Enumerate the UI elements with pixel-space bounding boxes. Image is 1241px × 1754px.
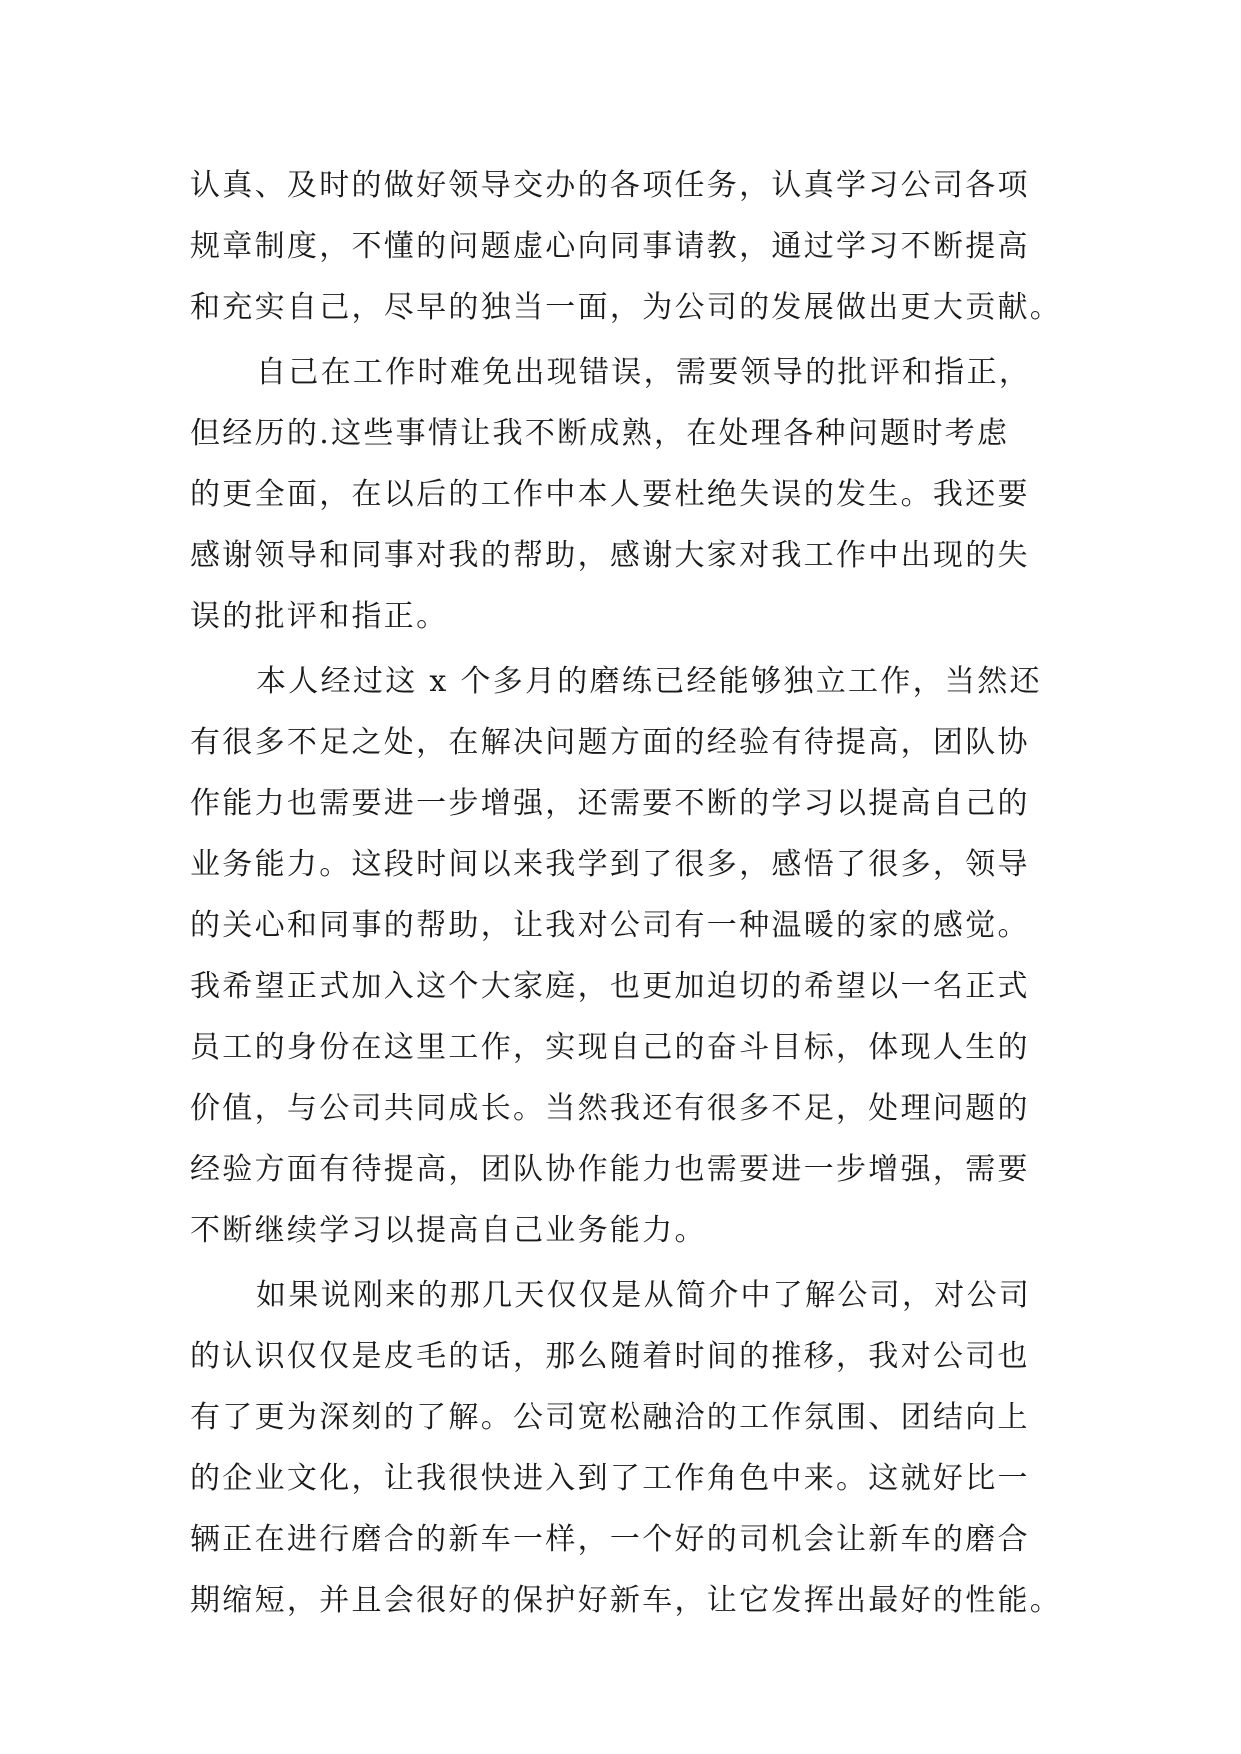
text-line: 有很多不足之处，在解决问题方面的经验有待提高，团队协 (190, 725, 1030, 760)
text-line: 但经历的.这些事情让我不断成熟，在处理各种问题时考虑 (190, 416, 1010, 451)
paragraph-3 (190, 651, 1052, 1261)
text-line: 的关心和同事的帮助，让我对公司有一种温暖的家的感觉。 (190, 908, 1030, 943)
text-line: 我希望正式加入这个大家庭，也更加迫切的希望以一名正式 (190, 969, 1030, 1004)
text-line: 经验方面有待提高，团队协作能力也需要进一步增强，需要 (190, 1152, 1030, 1187)
text-line: 自己在工作时难免出现错误，需要领导的批评和指正， (256, 355, 1032, 390)
text-line: 认真、及时的做好领导交办的各项任务，认真学习公司各项 (190, 168, 1030, 203)
text-line: 规章制度，不懂的问题虚心向同事请教，通过学习不断提高 (190, 229, 1030, 264)
text-line: 的更全面，在以后的工作中本人要杜绝失误的发生。我还要 (190, 477, 1030, 512)
text-line: 误的批评和指正。 (190, 599, 449, 634)
paragraph-4 (190, 1265, 1063, 1631)
text-line: 作能力也需要进一步增强，还需要不断的学习以提高自己的 (190, 786, 1030, 821)
text-line: 的企业文化，让我很快进入到了工作角色中来。这就好比一 (190, 1461, 1030, 1496)
text-line: 业务能力。这段时间以来我学到了很多，感悟了很多，领导 (190, 847, 1030, 882)
paragraph-2 (190, 342, 1052, 647)
text-line: 的认识仅仅是皮毛的话，那么随着时间的推移，我对公司也 (190, 1339, 1030, 1374)
text-line: 价值，与公司共同成长。当然我还有很多不足，处理问题的 (190, 1091, 1030, 1126)
document-body (190, 155, 1063, 1635)
text-line: 期缩短，并且会很好的保护好新车，让它发挥出最好的性能。 (190, 1583, 1063, 1618)
text-line: 有了更为深刻的了解。公司宽松融洽的工作氛围、团结向上 (190, 1400, 1030, 1435)
text-line: 如果说刚来的那几天仅仅是从简介中了解公司，对公司 (256, 1278, 1032, 1313)
text-line: 本人经过这 x 个多月的磨练已经能够独立工作，当然还 (256, 664, 1042, 699)
text-line: 辆正在进行磨合的新车一样，一个好的司机会让新车的磨合 (190, 1522, 1030, 1557)
paragraph-1 (190, 155, 1063, 338)
text-line: 不断继续学习以提高自己业务能力。 (190, 1213, 707, 1248)
text-line: 感谢领导和同事对我的帮助，感谢大家对我工作中出现的失 (190, 538, 1030, 573)
text-line: 和充实自己，尽早的独当一面，为公司的发展做出更大贡献。 (190, 290, 1063, 325)
text-line: 员工的身份在这里工作，实现自己的奋斗目标，体现人生的 (190, 1030, 1030, 1065)
